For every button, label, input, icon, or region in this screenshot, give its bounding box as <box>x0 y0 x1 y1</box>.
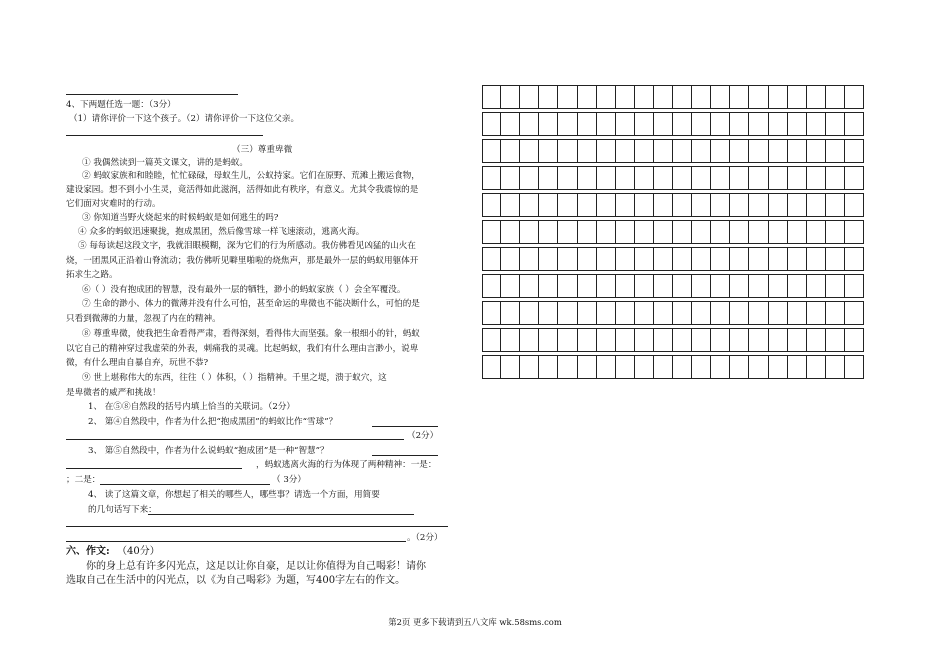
grid-cell[interactable] <box>538 247 558 271</box>
grid-cell[interactable] <box>691 355 711 379</box>
grid-cell[interactable] <box>615 166 635 190</box>
grid-cell[interactable] <box>729 193 749 217</box>
grid-cell[interactable] <box>557 328 577 352</box>
paragraph-5: 烧，一团黑风正沿着山脊流动；我仿佛听见噼里啪啦的烧焦声，那是最外一层的蚂蚁用躯体开 <box>66 256 419 266</box>
grid-cell[interactable] <box>672 112 692 136</box>
grid-cell[interactable] <box>500 328 520 352</box>
grid-cell[interactable] <box>768 139 788 163</box>
answer-line[interactable] <box>66 541 406 542</box>
page-footer: 第2页 更多下载请到五八文库 wk.58sms.com <box>388 617 562 627</box>
paragraph-7: 只看到微薄的力量，忽视了内在的精神。 <box>66 314 221 324</box>
grid-cell[interactable] <box>825 220 845 244</box>
grid-cell[interactable] <box>806 193 826 217</box>
grid-cell[interactable] <box>806 166 826 190</box>
grid-cell[interactable] <box>787 166 807 190</box>
answer-line[interactable] <box>66 468 242 469</box>
grid-cell[interactable] <box>710 220 730 244</box>
paragraph-9: ⑨ 世上堪称伟大的东西，往往（ ）体积，（ ）指精神。千里之堤，溃于蚁穴，这 <box>82 373 387 383</box>
grid-cell[interactable] <box>672 193 692 217</box>
grid-cell[interactable] <box>482 166 501 190</box>
grid-cell[interactable] <box>748 355 768 379</box>
grid-cell[interactable] <box>748 247 768 271</box>
answer-line[interactable] <box>66 526 448 527</box>
grid-cell[interactable] <box>557 301 577 325</box>
composition-prompt: 选取自己在生活中的闪光点，以《为自己喝彩》为题，写400字左右的作文。 <box>66 575 406 586</box>
grid-cell[interactable] <box>844 247 864 271</box>
grid-cell[interactable] <box>557 355 577 379</box>
grid-cell[interactable] <box>806 247 826 271</box>
grid-cell[interactable] <box>519 355 539 379</box>
paragraph-5: ⑤ 每每读起这段文字，我就泪眼模糊，深为它们的行为所感动。我仿佛看见凶猛的山火在 <box>78 241 416 251</box>
grid-cell[interactable] <box>615 301 635 325</box>
grid-cell[interactable] <box>500 139 520 163</box>
grid-cell[interactable] <box>825 193 845 217</box>
grid-cell[interactable] <box>538 355 558 379</box>
paragraph-5: 拓求生之路。 <box>66 270 118 280</box>
grid-cell[interactable] <box>768 166 788 190</box>
grid-cell[interactable] <box>729 166 749 190</box>
grid-cell[interactable] <box>844 166 864 190</box>
grid-cell[interactable] <box>710 85 730 109</box>
grid-cell[interactable] <box>729 355 749 379</box>
grid-cell[interactable] <box>482 220 501 244</box>
grid-cell[interactable] <box>538 274 558 298</box>
answer-line[interactable] <box>66 439 404 440</box>
grid-cell[interactable] <box>691 193 711 217</box>
grid-cell[interactable] <box>577 85 597 109</box>
question-4-end: 。（2分） <box>407 533 443 543</box>
grid-cell[interactable] <box>615 274 635 298</box>
question-3-end: ；二是： <box>66 475 101 485</box>
grid-cell[interactable] <box>768 220 788 244</box>
grid-cell[interactable] <box>596 247 616 271</box>
grid-cell[interactable] <box>500 301 520 325</box>
paragraph-2: 建设家园。想不到小小生灵，竟活得如此滋润，活得如此有秩序，有意义。尤其令我震惊的是 <box>66 185 419 195</box>
grid-cell[interactable] <box>806 220 826 244</box>
grid-cell[interactable] <box>634 193 654 217</box>
paragraph-8: 以它自己的精神穿过我虚荣的外表，刺痛我的灵魂。比起蚂蚁，我们有什么理由言渺小，说卑 <box>66 344 419 354</box>
composition-score: （40分） <box>117 546 160 557</box>
grid-cell[interactable] <box>538 112 558 136</box>
grid-cell[interactable] <box>787 85 807 109</box>
grid-cell[interactable] <box>748 112 768 136</box>
grid-cell[interactable] <box>768 274 788 298</box>
grid-cell[interactable] <box>596 220 616 244</box>
grid-cell[interactable] <box>691 274 711 298</box>
grid-cell[interactable] <box>577 274 597 298</box>
grid-cell[interactable] <box>500 247 520 271</box>
grid-cell[interactable] <box>844 193 864 217</box>
grid-cell[interactable] <box>557 112 577 136</box>
grid-cell[interactable] <box>557 193 577 217</box>
grid-cell[interactable] <box>691 220 711 244</box>
grid-cell[interactable] <box>519 301 539 325</box>
grid-cell[interactable] <box>768 328 788 352</box>
grid-cell[interactable] <box>596 193 616 217</box>
grid-cell[interactable] <box>691 85 711 109</box>
grid-cell[interactable] <box>482 112 501 136</box>
grid-cell[interactable] <box>653 328 673 352</box>
question-4-options: （1）请你评价一下这个孩子。（2）请你评价一下这位父亲。 <box>69 114 300 124</box>
grid-cell[interactable] <box>596 355 616 379</box>
question-1: 1、 在⑤⑧自然段的括号内填上恰当的关联词。（2分） <box>88 402 296 412</box>
grid-cell[interactable] <box>748 274 768 298</box>
grid-cell[interactable] <box>634 139 654 163</box>
grid-cell[interactable] <box>577 220 597 244</box>
grid-cell[interactable] <box>653 166 673 190</box>
grid-cell[interactable] <box>538 85 558 109</box>
grid-cell[interactable] <box>634 328 654 352</box>
grid-cell[interactable] <box>748 139 768 163</box>
grid-cell[interactable] <box>577 355 597 379</box>
paragraph-4: ④ 众多的蚂蚁迅速聚拢，抱成黑团，然后像雪球一样飞速滚动，逃离火海。 <box>78 227 365 237</box>
grid-cell[interactable] <box>577 328 597 352</box>
grid-cell[interactable] <box>844 139 864 163</box>
grid-cell[interactable] <box>672 274 692 298</box>
grid-cell[interactable] <box>557 85 577 109</box>
grid-cell[interactable] <box>500 193 520 217</box>
grid-cell[interactable] <box>806 328 826 352</box>
writing-grid[interactable] <box>482 85 864 373</box>
paragraph-3: ③ 你知道当野火烧起来的时候蚂蚁是如何逃生的吗? <box>82 213 279 223</box>
paragraph-2: 它们面对灾难时的行动。 <box>66 199 161 209</box>
grid-cell[interactable] <box>596 301 616 325</box>
question-4-title: 4、下两题任选一题：（3分） <box>66 100 176 110</box>
grid-cell[interactable] <box>844 274 864 298</box>
grid-cell[interactable] <box>672 328 692 352</box>
grid-cell[interactable] <box>844 355 864 379</box>
grid-cell[interactable] <box>557 220 577 244</box>
answer-line[interactable] <box>372 426 438 427</box>
grid-cell[interactable] <box>519 193 539 217</box>
grid-cell[interactable] <box>538 139 558 163</box>
grid-cell[interactable] <box>634 166 654 190</box>
grid-cell[interactable] <box>691 247 711 271</box>
question-4: 4、 读了这篇文章，你想起了相关的哪些人，哪些事？请选一个方面，用简要 <box>88 490 380 500</box>
grid-cell[interactable] <box>653 220 673 244</box>
grid-cell[interactable] <box>653 355 673 379</box>
grid-cell[interactable] <box>672 355 692 379</box>
grid-cell[interactable] <box>615 85 635 109</box>
grid-cell[interactable] <box>596 112 616 136</box>
grid-cell[interactable] <box>653 85 673 109</box>
answer-line <box>66 94 238 95</box>
grid-cell[interactable] <box>672 247 692 271</box>
question-3: 3、 第⑤自然段中，作者为什么说蚂蚁“抱成团”是一种“智慧”？ <box>88 446 329 456</box>
grid-cell[interactable] <box>634 220 654 244</box>
grid-cell[interactable] <box>825 166 845 190</box>
grid-cell[interactable] <box>577 112 597 136</box>
grid-cell[interactable] <box>557 274 577 298</box>
question-2-score: （2分） <box>407 431 439 441</box>
grid-cell[interactable] <box>596 166 616 190</box>
grid-cell[interactable] <box>729 301 749 325</box>
grid-cell[interactable] <box>710 328 730 352</box>
grid-cell[interactable] <box>710 274 730 298</box>
grid-cell[interactable] <box>634 301 654 325</box>
grid-cell[interactable] <box>806 274 826 298</box>
grid-cell[interactable] <box>519 328 539 352</box>
grid-cell[interactable] <box>500 355 520 379</box>
grid-cell[interactable] <box>806 301 826 325</box>
grid-cell[interactable] <box>596 274 616 298</box>
grid-cell[interactable] <box>615 220 635 244</box>
grid-cell[interactable] <box>787 328 807 352</box>
grid-cell[interactable] <box>500 274 520 298</box>
grid-cell[interactable] <box>768 112 788 136</box>
paragraph-8: ⑧ 尊重卑微，使我把生命看得严肃，看得深刻，看得伟大而坚强。象一根细小的针，蚂蚁 <box>82 329 420 339</box>
grid-cell[interactable] <box>577 166 597 190</box>
grid-cell[interactable] <box>653 139 673 163</box>
grid-cell[interactable] <box>691 166 711 190</box>
grid-cell[interactable] <box>729 274 749 298</box>
grid-cell[interactable] <box>577 247 597 271</box>
grid-cell[interactable] <box>538 220 558 244</box>
answer-line <box>66 135 263 136</box>
grid-cell[interactable] <box>768 247 788 271</box>
grid-cell[interactable] <box>729 112 749 136</box>
grid-cell[interactable] <box>768 355 788 379</box>
grid-cell[interactable] <box>615 193 635 217</box>
grid-cell[interactable] <box>691 139 711 163</box>
grid-cell[interactable] <box>519 274 539 298</box>
grid-cell[interactable] <box>748 193 768 217</box>
answer-line[interactable] <box>372 455 438 456</box>
grid-cell[interactable] <box>729 85 749 109</box>
grid-cell[interactable] <box>825 85 845 109</box>
grid-cell[interactable] <box>806 85 826 109</box>
grid-cell[interactable] <box>500 85 520 109</box>
paragraph-9: 是卑微者的威严和挑战！ <box>66 388 161 398</box>
grid-cell[interactable] <box>519 112 539 136</box>
grid-cell[interactable] <box>519 220 539 244</box>
grid-cell[interactable] <box>729 220 749 244</box>
grid-cell[interactable] <box>806 112 826 136</box>
grid-cell[interactable] <box>596 85 616 109</box>
grid-cell[interactable] <box>615 355 635 379</box>
grid-cell[interactable] <box>844 85 864 109</box>
grid-cell[interactable] <box>672 85 692 109</box>
grid-cell[interactable] <box>710 355 730 379</box>
grid-cell[interactable] <box>787 220 807 244</box>
grid-cell[interactable] <box>787 247 807 271</box>
grid-cell[interactable] <box>615 328 635 352</box>
grid-cell[interactable] <box>615 247 635 271</box>
grid-cell[interactable] <box>748 328 768 352</box>
grid-cell[interactable] <box>653 301 673 325</box>
grid-cell[interactable] <box>672 220 692 244</box>
grid-cell[interactable] <box>482 139 501 163</box>
grid-cell[interactable] <box>500 166 520 190</box>
grid-cell[interactable] <box>482 328 501 352</box>
grid-cell[interactable] <box>710 166 730 190</box>
grid-cell[interactable] <box>825 274 845 298</box>
grid-cell[interactable] <box>596 328 616 352</box>
grid-cell[interactable] <box>844 220 864 244</box>
grid-cell[interactable] <box>672 301 692 325</box>
question-4: 的几句话写下来： <box>88 505 157 515</box>
grid-cell[interactable] <box>691 328 711 352</box>
grid-cell[interactable] <box>538 301 558 325</box>
question-3-middle: ，蚂蚁逃离火海的行为体现了两种精神：一是： <box>256 460 437 470</box>
grid-cell[interactable] <box>672 139 692 163</box>
grid-cell[interactable] <box>482 85 501 109</box>
composition-prompt: 你的身上总有许多闪光点，这足以让你自豪，足以让你值得为自己喝彩！请你 <box>86 561 426 572</box>
grid-cell[interactable] <box>825 112 845 136</box>
grid-cell[interactable] <box>787 112 807 136</box>
question-2: 2、 第④自然段中，作者为什么把“抱成黑团”的蚂蚁比作“雪球”？ <box>88 417 338 427</box>
grid-cell[interactable] <box>634 112 654 136</box>
grid-cell[interactable] <box>596 139 616 163</box>
grid-cell[interactable] <box>748 301 768 325</box>
grid-cell[interactable] <box>844 112 864 136</box>
grid-cell[interactable] <box>538 193 558 217</box>
paragraph-1: ① 我偶然读到一篇英文课文，讲的是蚂蚁。 <box>82 158 249 168</box>
grid-cell[interactable] <box>787 139 807 163</box>
grid-cell[interactable] <box>577 193 597 217</box>
grid-cell[interactable] <box>787 355 807 379</box>
grid-cell[interactable] <box>787 274 807 298</box>
grid-cell[interactable] <box>710 247 730 271</box>
grid-cell[interactable] <box>825 301 845 325</box>
grid-cell[interactable] <box>482 301 501 325</box>
grid-cell[interactable] <box>825 355 845 379</box>
grid-cell[interactable] <box>691 301 711 325</box>
grid-cell[interactable] <box>806 355 826 379</box>
grid-cell[interactable] <box>634 85 654 109</box>
grid-cell[interactable] <box>634 274 654 298</box>
grid-cell[interactable] <box>482 247 501 271</box>
grid-cell[interactable] <box>557 247 577 271</box>
grid-cell[interactable] <box>787 193 807 217</box>
grid-cell[interactable] <box>768 301 788 325</box>
grid-cell[interactable] <box>519 247 539 271</box>
grid-cell[interactable] <box>557 166 577 190</box>
grid-cell[interactable] <box>710 112 730 136</box>
grid-cell[interactable] <box>672 166 692 190</box>
grid-cell[interactable] <box>653 112 673 136</box>
composition-heading: 六、作文: <box>66 546 110 557</box>
grid-cell[interactable] <box>729 139 749 163</box>
grid-cell[interactable] <box>500 220 520 244</box>
paragraph-2: ② 蚂蚁家族和和睦睦，忙忙碌碌，母蚁生儿，公蚁持家。它们在原野、荒滩上搬运食物， <box>82 171 420 181</box>
grid-cell[interactable] <box>691 112 711 136</box>
answer-line[interactable] <box>148 514 414 515</box>
answer-line[interactable] <box>100 484 270 485</box>
grid-cell[interactable] <box>729 328 749 352</box>
grid-cell[interactable] <box>653 274 673 298</box>
grid-cell[interactable] <box>615 139 635 163</box>
paragraph-6: ⑥（ ）没有抱成团的智慧，没有最外一层的牺牲，渺小的蚂蚁家族（ ）会全军覆没。 <box>82 285 406 295</box>
grid-cell[interactable] <box>825 328 845 352</box>
grid-cell[interactable] <box>825 139 845 163</box>
grid-cell[interactable] <box>482 355 501 379</box>
grid-cell[interactable] <box>500 112 520 136</box>
paragraph-7: ⑦ 生命的渺小、体力的微薄并没有什么可怕，甚至命运的卑微也不能决断什么，可怕的是 <box>82 299 420 309</box>
grid-cell[interactable] <box>729 247 749 271</box>
grid-cell[interactable] <box>615 112 635 136</box>
grid-cell[interactable] <box>538 328 558 352</box>
grid-cell[interactable] <box>825 247 845 271</box>
grid-cell[interactable] <box>710 301 730 325</box>
grid-cell[interactable] <box>748 220 768 244</box>
grid-cell[interactable] <box>748 166 768 190</box>
grid-cell[interactable] <box>768 85 788 109</box>
grid-cell[interactable] <box>577 139 597 163</box>
grid-cell[interactable] <box>634 247 654 271</box>
grid-cell[interactable] <box>634 355 654 379</box>
grid-cell[interactable] <box>557 139 577 163</box>
grid-cell[interactable] <box>844 328 864 352</box>
grid-cell[interactable] <box>519 139 539 163</box>
grid-cell[interactable] <box>482 193 501 217</box>
grid-cell[interactable] <box>710 139 730 163</box>
grid-cell[interactable] <box>519 166 539 190</box>
passage-heading: （三）尊重卑微 <box>232 145 293 155</box>
grid-cell[interactable] <box>538 166 558 190</box>
grid-cell[interactable] <box>482 274 501 298</box>
grid-cell[interactable] <box>787 301 807 325</box>
question-3-score: （ 3分） <box>272 475 306 485</box>
grid-cell[interactable] <box>844 301 864 325</box>
grid-cell[interactable] <box>806 139 826 163</box>
grid-cell[interactable] <box>710 193 730 217</box>
grid-cell[interactable] <box>519 85 539 109</box>
grid-cell[interactable] <box>653 247 673 271</box>
paragraph-8: 微，有什么理由自暴自弃，玩世不恭? <box>66 358 209 368</box>
grid-cell[interactable] <box>768 193 788 217</box>
grid-cell[interactable] <box>748 85 768 109</box>
grid-cell[interactable] <box>653 193 673 217</box>
grid-cell[interactable] <box>577 301 597 325</box>
